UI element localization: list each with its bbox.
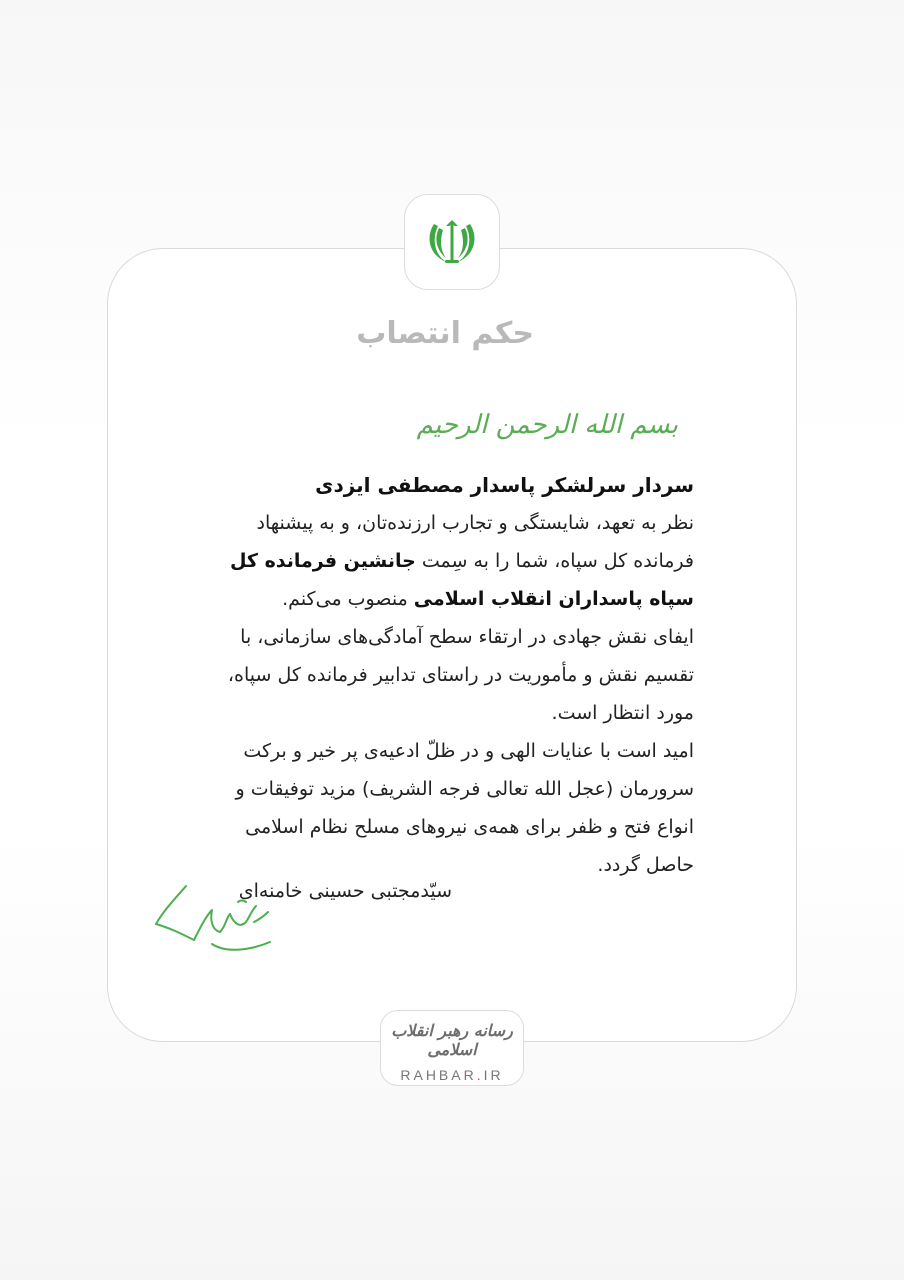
handwritten-signature (150, 880, 280, 960)
rahbar-logo (380, 1010, 524, 1086)
appointment-text-start: نظر به تعهد، شایستگی و تجارب ارزنده‌تان، و به پیشنهاد فرمانده کل سپاه، شما را به سِمت (256, 512, 694, 572)
emblem-badge (404, 194, 500, 290)
bismillah-heading: بسم الله الرحمن الرحیم (416, 410, 678, 440)
paragraph-appointment (194, 504, 694, 618)
signatory-name: سیّدمجتبی حسینی خامنه‌ای (238, 880, 452, 902)
appointment-position: جانشین فرمانده کل سپاه پاسداران انقلاب اسلامی (229, 550, 694, 610)
logo-url-dot: . (476, 1067, 484, 1083)
logo-script-text: رسانه رهبر انقلاب اسلامی (391, 1021, 513, 1059)
appointment-text-end: منصوب می‌کنم. (282, 588, 414, 610)
page-title: حکم انتصاب (356, 316, 534, 351)
paragraph-expectation: ایفای نقش جهادی در ارتقاء سطح آمادگی‌های سازمانی، با تقسیم نقش و مأموریت در راستای تدابیر فرمانده کل سپاه، مورد انتظار است. (227, 626, 694, 724)
logo-url-suffix: IR (483, 1067, 504, 1083)
iran-emblem-icon (424, 214, 480, 270)
paragraph-blessing: امید است با عنایات الهی و در ظلّ ادعیه‌ی پر خیر و برکت سرورمان (عجل الله تعالی فرجه الشریف) مزید توفیقات و انواع فتح و ظفر برای همه‌ی نیروهای مسلح نظام اسلامی حاصل گردد. (235, 740, 694, 876)
logo-url-prefix: RAHBAR (400, 1067, 477, 1083)
logo-url (381, 1067, 523, 1083)
addressee: سردار سرلشکر پاسدار مصطفی ایزدی (315, 473, 694, 497)
letter-body (194, 466, 694, 884)
